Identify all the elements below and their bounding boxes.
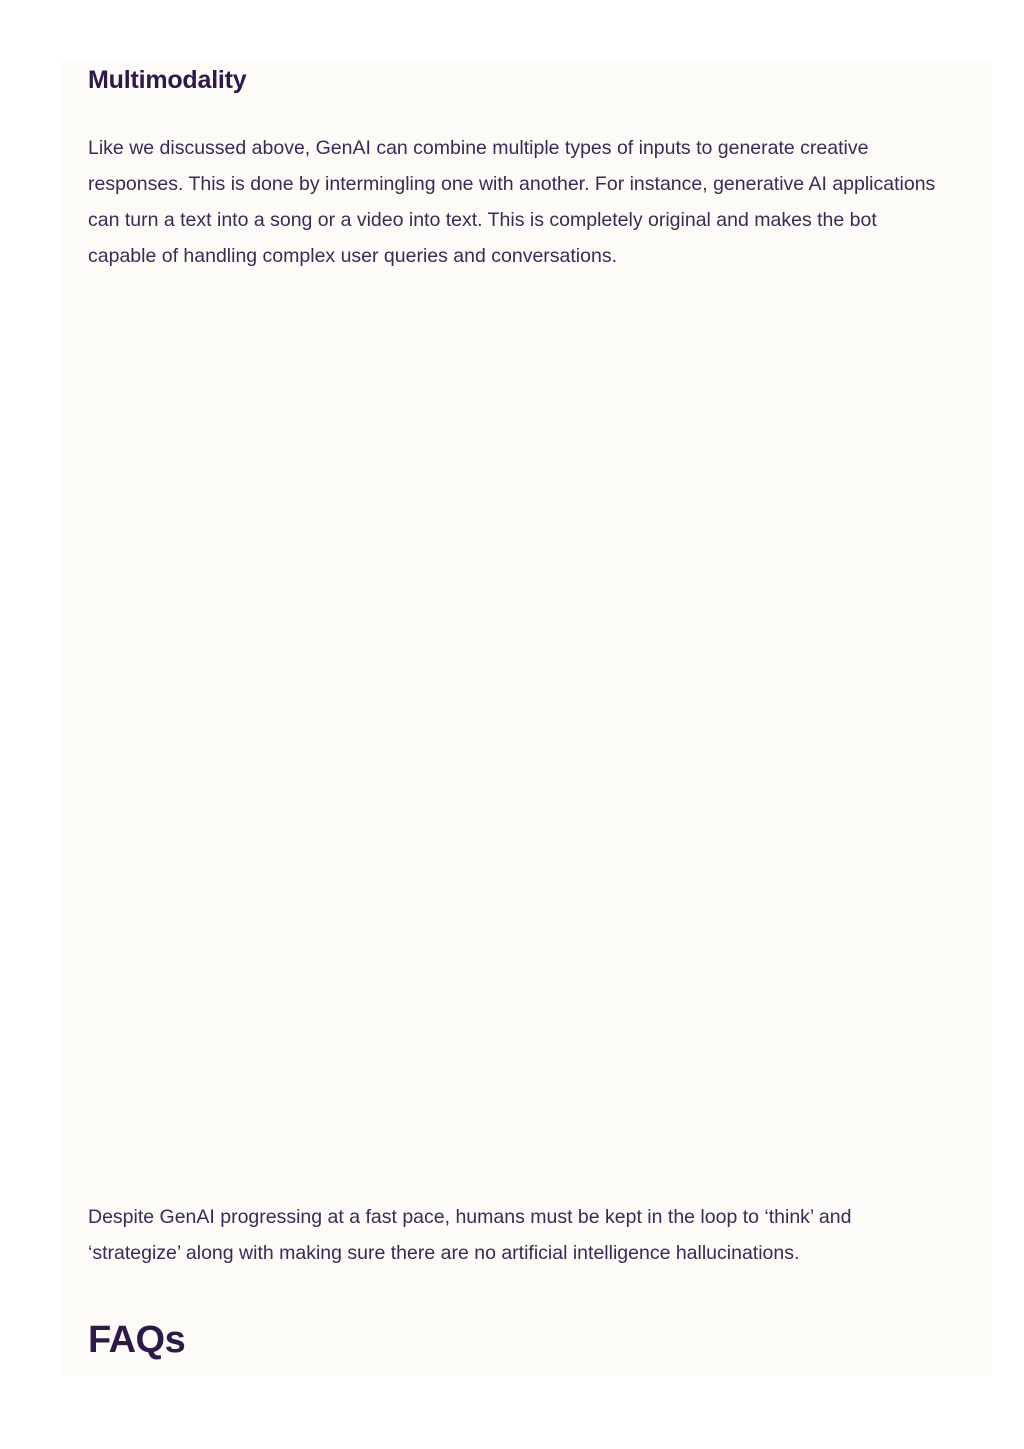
article-paragraph: Like we discussed above, GenAI can combine multiple types of inputs to generate creative responses. This is done by intermingling one with another. For instance, generative AI applications can turn a text into a song or a video into text. This is completely original and makes the bot capable of handling complex user queries and conversations. [88,137,936,267]
section-heading: Multimodality [88,66,247,94]
faq-heading: FAQs [88,1319,186,1361]
media-placeholder [88,300,966,1180]
article-paragraph: Despite GenAI progressing at a fast pace, humans must be kept in the loop to ‘think’ and ‘strategize’ along with making sure there are no artificial intelligence hallucinations. [88,1206,852,1264]
article-content-card [62,60,992,1376]
